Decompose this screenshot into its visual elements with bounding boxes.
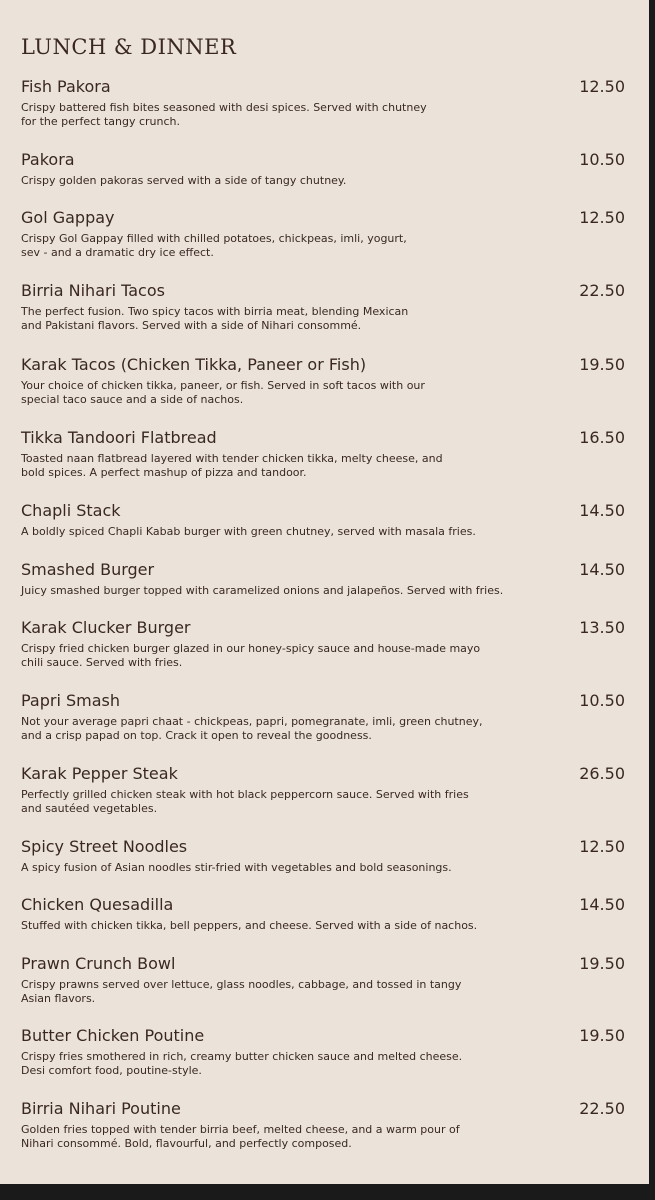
item-name: Spicy Street Noodles [21,837,188,856]
item-name: Fish Pakora [21,77,111,96]
item-price: 14.50 [579,560,625,579]
item-description: Perfectly grilled chicken steak with hot black peppercorn sauce. Served with fries and sautéed vegetables. [21,788,469,815]
item-description: Crispy battered fish bites seasoned with desi spices. Served with chutney for the perfect tangy crunch. [21,101,427,128]
item-price: 13.50 [579,618,625,637]
item-description: The perfect fusion. Two spicy tacos with birria meat, blending Mexican and Pakistani flavors. Served with a side of Nihari consommé. [21,305,409,332]
item-description: Stuffed with chicken tikka, bell peppers, and cheese. Served with a side of nachos. [21,919,478,932]
item-price: 22.50 [579,1099,625,1118]
item-name: Pakora [21,150,75,169]
item-name: Karak Clucker Burger [21,618,191,637]
item-name: Karak Pepper Steak [21,764,178,783]
item-description: Toasted naan flatbread layered with tender chicken tikka, melty cheese, and bold spices. A perfect mashup of pizza and tandoor. [21,452,443,479]
item-name: Birria Nihari Poutine [21,1099,181,1118]
item-price: 19.50 [579,954,625,973]
item-description: Not your average papri chaat - chickpeas, papri, pomegranate, imli, green chutney, and a crisp papad on top. Crack it open to reveal the goodness. [21,715,483,742]
item-price: 22.50 [579,281,625,300]
item-price: 10.50 [579,150,625,169]
section-title: LUNCH & DINNER [21,35,237,59]
item-name: Chapli Stack [21,501,121,520]
item-description: A boldly spiced Chapli Kabab burger with green chutney, served with masala fries. [21,525,476,538]
item-description: Crispy fries smothered in rich, creamy butter chicken sauce and melted cheese. Desi comfort food, poutine-style. [21,1050,463,1077]
item-price: 10.50 [579,691,625,710]
item-name: Butter Chicken Poutine [21,1026,205,1045]
item-name: Birria Nihari Tacos [21,281,165,300]
item-price: 14.50 [579,895,625,914]
item-name: Smashed Burger [21,560,155,579]
item-price: 19.50 [579,1026,625,1045]
item-description: Your choice of chicken tikka, paneer, or fish. Served in soft tacos with our special taco sauce and a side of nachos. [21,379,425,406]
item-description: Crispy Gol Gappay filled with chilled potatoes, chickpeas, imli, yogurt, sev - and a dramatic dry ice effect. [21,232,407,259]
item-description: Golden fries topped with tender birria beef, melted cheese, and a warm pour of Nihari consommé. Bold, flavourful, and perfectly composed. [21,1123,460,1150]
item-description: A spicy fusion of Asian noodles stir-fried with vegetables and bold seasonings. [21,861,452,874]
item-price: 12.50 [579,208,625,227]
item-price: 19.50 [579,355,625,374]
item-description: Crispy prawns served over lettuce, glass noodles, cabbage, and tossed in tangy Asian flavors. [21,978,462,1005]
item-description: Juicy smashed burger topped with caramelized onions and jalapeños. Served with fries. [21,584,504,597]
item-name: Gol Gappay [21,208,115,227]
item-description: Crispy golden pakoras served with a side of tangy chutney. [21,174,347,187]
item-price: 12.50 [579,77,625,96]
item-description: Crispy fried chicken burger glazed in our honey-spicy sauce and house-made mayo chili sauce. Served with fries. [21,642,481,669]
item-price: 14.50 [579,501,625,520]
item-price: 16.50 [579,428,625,447]
item-name: Chicken Quesadilla [21,895,174,914]
item-price: 26.50 [579,764,625,783]
item-name: Prawn Crunch Bowl [21,954,176,973]
item-name: Karak Tacos (Chicken Tikka, Paneer or Fish) [21,355,367,374]
item-name: Tikka Tandoori Flatbread [21,428,217,447]
item-name: Papri Smash [21,691,121,710]
item-price: 12.50 [579,837,625,856]
